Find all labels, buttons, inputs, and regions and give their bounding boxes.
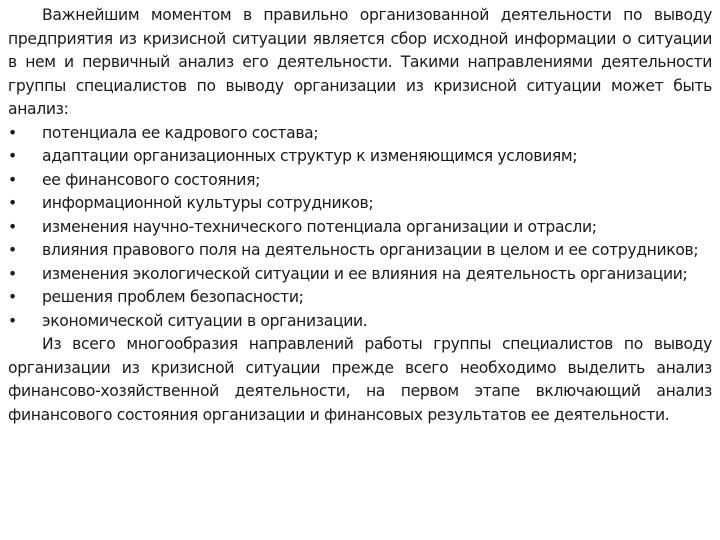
list-item xyxy=(8,310,712,334)
list-item-text: решения проблем безопасности; xyxy=(42,288,304,306)
bullet-icon: • xyxy=(8,123,17,142)
list-item-text: изменения научно-технического потенциала организации и отрасли; xyxy=(42,217,597,236)
list-item xyxy=(8,122,712,146)
bullet-icon: • xyxy=(8,311,17,330)
list-item xyxy=(8,286,712,310)
analysis-list xyxy=(8,122,712,334)
list-item xyxy=(8,145,712,169)
intro-paragraph: Важнейшим моментом в правильно организованной деятельности по выводу предприятия из кризисной ситуации является сбор исходной информации о ситуации в нем и первичный анализ его деятельности. Такими направлениями деятельности группы специалистов по выводу организации из кризисной ситуации может быть анализ: xyxy=(8,6,712,118)
bullet-icon: • xyxy=(8,241,17,259)
bullet-icon: • xyxy=(8,147,17,165)
bullet-icon: • xyxy=(8,170,17,189)
bullet-icon: • xyxy=(8,288,17,306)
list-item-text: изменения экологической ситуации и ее влияния на деятельность организации; xyxy=(42,264,688,283)
bullet-icon: • xyxy=(8,194,17,212)
list-item-text: потенциала ее кадрового состава; xyxy=(42,123,319,142)
list-item-text: экономической ситуации в организации. xyxy=(42,311,368,330)
list-item-text: адаптации организационных структур к изменяющимся условиям; xyxy=(42,147,578,165)
bullet-icon: • xyxy=(8,264,17,283)
bullet-icon: • xyxy=(8,217,17,236)
list-item xyxy=(8,192,712,216)
list-item-text: ее финансового состояния; xyxy=(42,170,260,189)
list-item xyxy=(8,216,712,240)
document-body xyxy=(8,4,712,427)
list-item xyxy=(8,239,712,263)
conclusion-paragraph: Из всего многообразия направлений работы группы специалистов по выводу организации из кризисной ситуации прежде всего необходимо выделить анализ финансово-хозяйственной деятельности, на первом этапе включающий анализ финансового состояния организации и финансовых результатов ее деятельности. xyxy=(8,335,712,424)
list-item-text: информационной культуры сотрудников; xyxy=(42,194,374,212)
list-item xyxy=(8,169,712,193)
list-item xyxy=(8,263,712,287)
list-item-text: влияния правового поля на деятельность организации в целом и ее сотрудников; xyxy=(42,241,699,259)
